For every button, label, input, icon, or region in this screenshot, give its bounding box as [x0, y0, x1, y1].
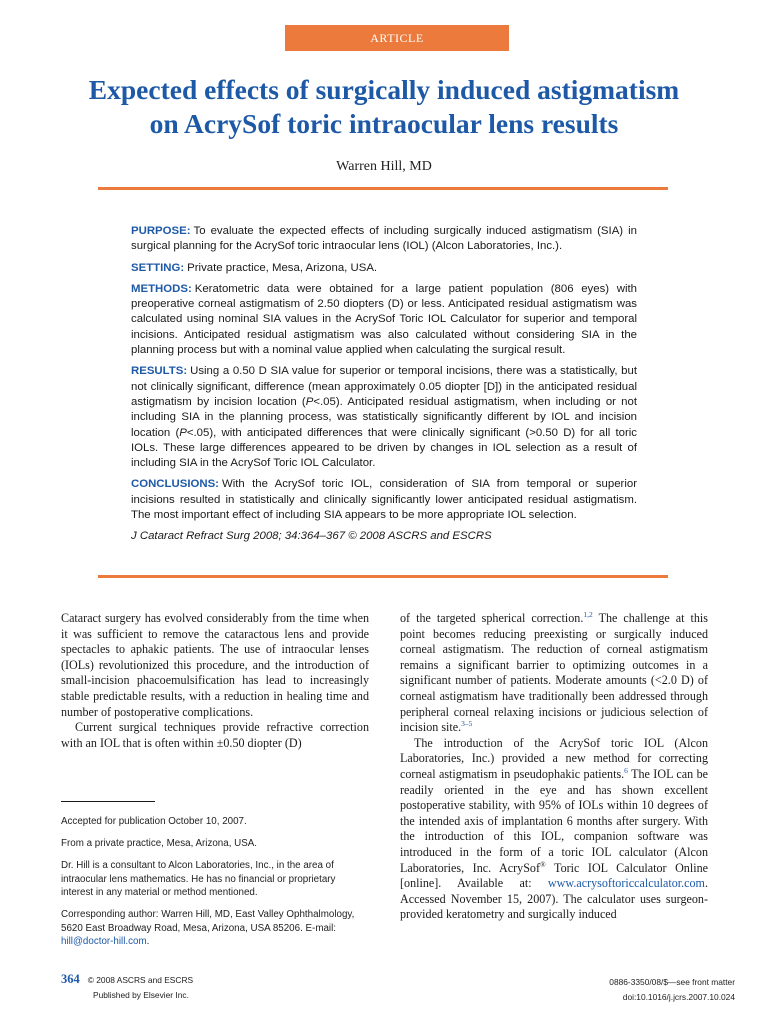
body-text: of the targeted spherical correction. [400, 611, 584, 625]
conclusions-heading: CONCLUSIONS: [131, 478, 219, 491]
footer-copyright: © 2008 ASCRS and ESCRS [87, 975, 194, 985]
conclusions-text: With the AcrySof toric IOL, consideration of SIA from temporal or superior incisions resulted in statistically and clinically significantly lower anticipated residual astigmatism. The most important effect of including SIA appears to be more appropriate IOL selection. [131, 478, 637, 522]
setting-text: Private practice, Mesa, Arizona, USA. [187, 261, 378, 274]
calculator-url-link[interactable]: www.acrysoftoriccalculator.com [547, 876, 705, 891]
abstract-bottom-rule [98, 575, 668, 578]
purpose-text: To evaluate the expected effects of including surgically induced astigmatism (SIA) in surgical planning for the AcrySof toric intraocular lens (IOL) (Alcon Laboratories, Inc.). [131, 225, 637, 253]
body-text: Toric IOL Calculator Online [online]. Available at: [400, 860, 708, 891]
body-paragraph [400, 611, 708, 736]
footer-doi[interactable]: doi:10.1016/j.jcrs.2007.10.024 [622, 992, 735, 1002]
abstract-methods [131, 282, 637, 358]
reference-link[interactable]: 6 [624, 765, 628, 775]
footer-issn: 0886-3350/08/$—see front matter [609, 977, 735, 987]
footer-left [61, 972, 194, 1000]
body-text: . Accessed November 15, 2007). The calculator uses surgeon-provided keratometry and surgically induced [400, 876, 708, 922]
corresponding-text: Corresponding author: Warren Hill, MD, East Valley Ophthalmology, 5620 East Broadway Road, Mesa, Arizona, USA 85206. E-mail: [61, 909, 355, 934]
body-paragraph [400, 736, 708, 923]
abstract-conclusions [131, 477, 637, 523]
footnote-disclosure: Dr. Hill is a consultant to Alcon Laboratories, Inc., in the area of intraocular lens mathematics. He has no financial or proprietary interest in any material or method mentioned. [61, 860, 336, 898]
p-value-symbol: P [179, 426, 187, 439]
footnote-rule [61, 801, 155, 802]
footnote-corresponding [61, 908, 369, 949]
body-text: The challenge at this point becomes reducing preexisting or surgically induced corneal astigmatism. The reduction of corneal astigmatism remains a significant barrier to optimizing outcomes in a significant number of patients. Moderate amounts (<2.0 D) of corneal astigmatism have traditionally been addressed through peripheral corneal relaxing incisions or judicious selection of incision site. [400, 611, 708, 735]
title-line-1: Expected effects of surgically induced astigmatism [88, 74, 680, 105]
registered-mark: ® [540, 859, 546, 869]
abstract-results [131, 364, 637, 471]
abstract-purpose [131, 224, 637, 255]
reference-link[interactable]: 1,2 [583, 609, 593, 619]
page-number: 364 [61, 972, 80, 986]
email-link[interactable]: hill@doctor-hill.com [61, 936, 147, 947]
p-value-symbol: P [305, 395, 314, 408]
body-column-left [61, 611, 369, 751]
abstract-setting [131, 261, 637, 276]
results-text-a: Using a 0.50 D SIA value for superior or temporal incisions, there was a statistically, but not clinically significant, difference (mean approximately 0.05 diopter [D]) in the anticipated residual astigmatism by incision location ( [131, 365, 637, 408]
body-text: The IOL can be readily oriented in the eye and has shown excellent postoperative stability, with 95% of IOLs within 10 degrees of the intended axis of implantation 6 months after surgery. With the introduction of this IOL, companion software was introduced in the form of a toric IOL calculator (Alcon Laboratories, Inc. AcrySof [400, 766, 708, 875]
abstract-top-rule [98, 187, 668, 190]
footnote-affiliation: From a private practice, Mesa, Arizona, USA. [61, 838, 258, 849]
author: Warren Hill, MD [336, 159, 432, 174]
results-heading: RESULTS: [131, 365, 188, 378]
footnotes [61, 815, 369, 957]
article-label: ARTICLE [285, 25, 509, 51]
reference-link[interactable]: 3–5 [461, 719, 473, 729]
results-text-c: <.05), with anticipated differences that were clinically significant (>0.50 D) for all toric IOLs. These large differences appeared to be driven by changes in IOL selection as a result of including SIA in the AcrySof Toric IOL Calculator. [131, 426, 637, 470]
journal-citation: J Cataract Refract Surg 2008; 34:364–367 © 2008 ASCRS and ESCRS [131, 530, 492, 543]
footer-publisher: Published by Elsevier Inc. [93, 990, 189, 1000]
article-title [0, 73, 768, 141]
setting-heading: SETTING: [131, 261, 185, 274]
results-text-b: <.05). Anticipated residual astigmatism, when including or not including SIA in the planning process, was statistically significantly different by IOL and incision location ( [131, 395, 637, 439]
body-paragraph: Current surgical techniques provide refractive correction with an IOL that is often within ±0.50 diopter (D) [61, 720, 369, 750]
methods-text: Keratometric data were obtained for a large patient population (806 eyes) with preoperative corneal astigmatism of 2.50 diopters (D) or less. Anticipated residual astigmatism was calculated using nominal SIA values in the AcrySof Toric IOL Calculator for superior and temporal incisions. Anticipated residual astigmatism was also calculated without considering SIA in the planning process but with a nominal value applied when calculating the surgical result. [131, 282, 637, 357]
corresponding-end: . [146, 936, 150, 947]
body-text: The introduction of the AcrySof toric IOL (Alcon Laboratories, Inc.) provided a new method for correcting corneal astigmatism in pseudophakic patients. [400, 735, 708, 781]
body-column-right [400, 611, 708, 923]
footnote-accepted: Accepted for publication October 10, 2007. [61, 816, 247, 827]
abstract [131, 224, 637, 551]
purpose-heading: PURPOSE: [131, 225, 191, 237]
title-line-2: on AcrySof toric intraocular lens results [149, 108, 619, 139]
body-paragraph: Cataract surgery has evolved considerably from the time when it was sufficient to remove the cataractous lens and provide spectacles to aphakic patients. The use of intraocular lenses (IOLs) revolutionized this procedure, and the introduction of small-incision phacoemulsification has lead to increasingly stable predictable results, with a reduction in healing time and number of postoperative complications. [61, 611, 369, 719]
footer-right [609, 975, 735, 1005]
methods-heading: METHODS: [131, 282, 192, 295]
